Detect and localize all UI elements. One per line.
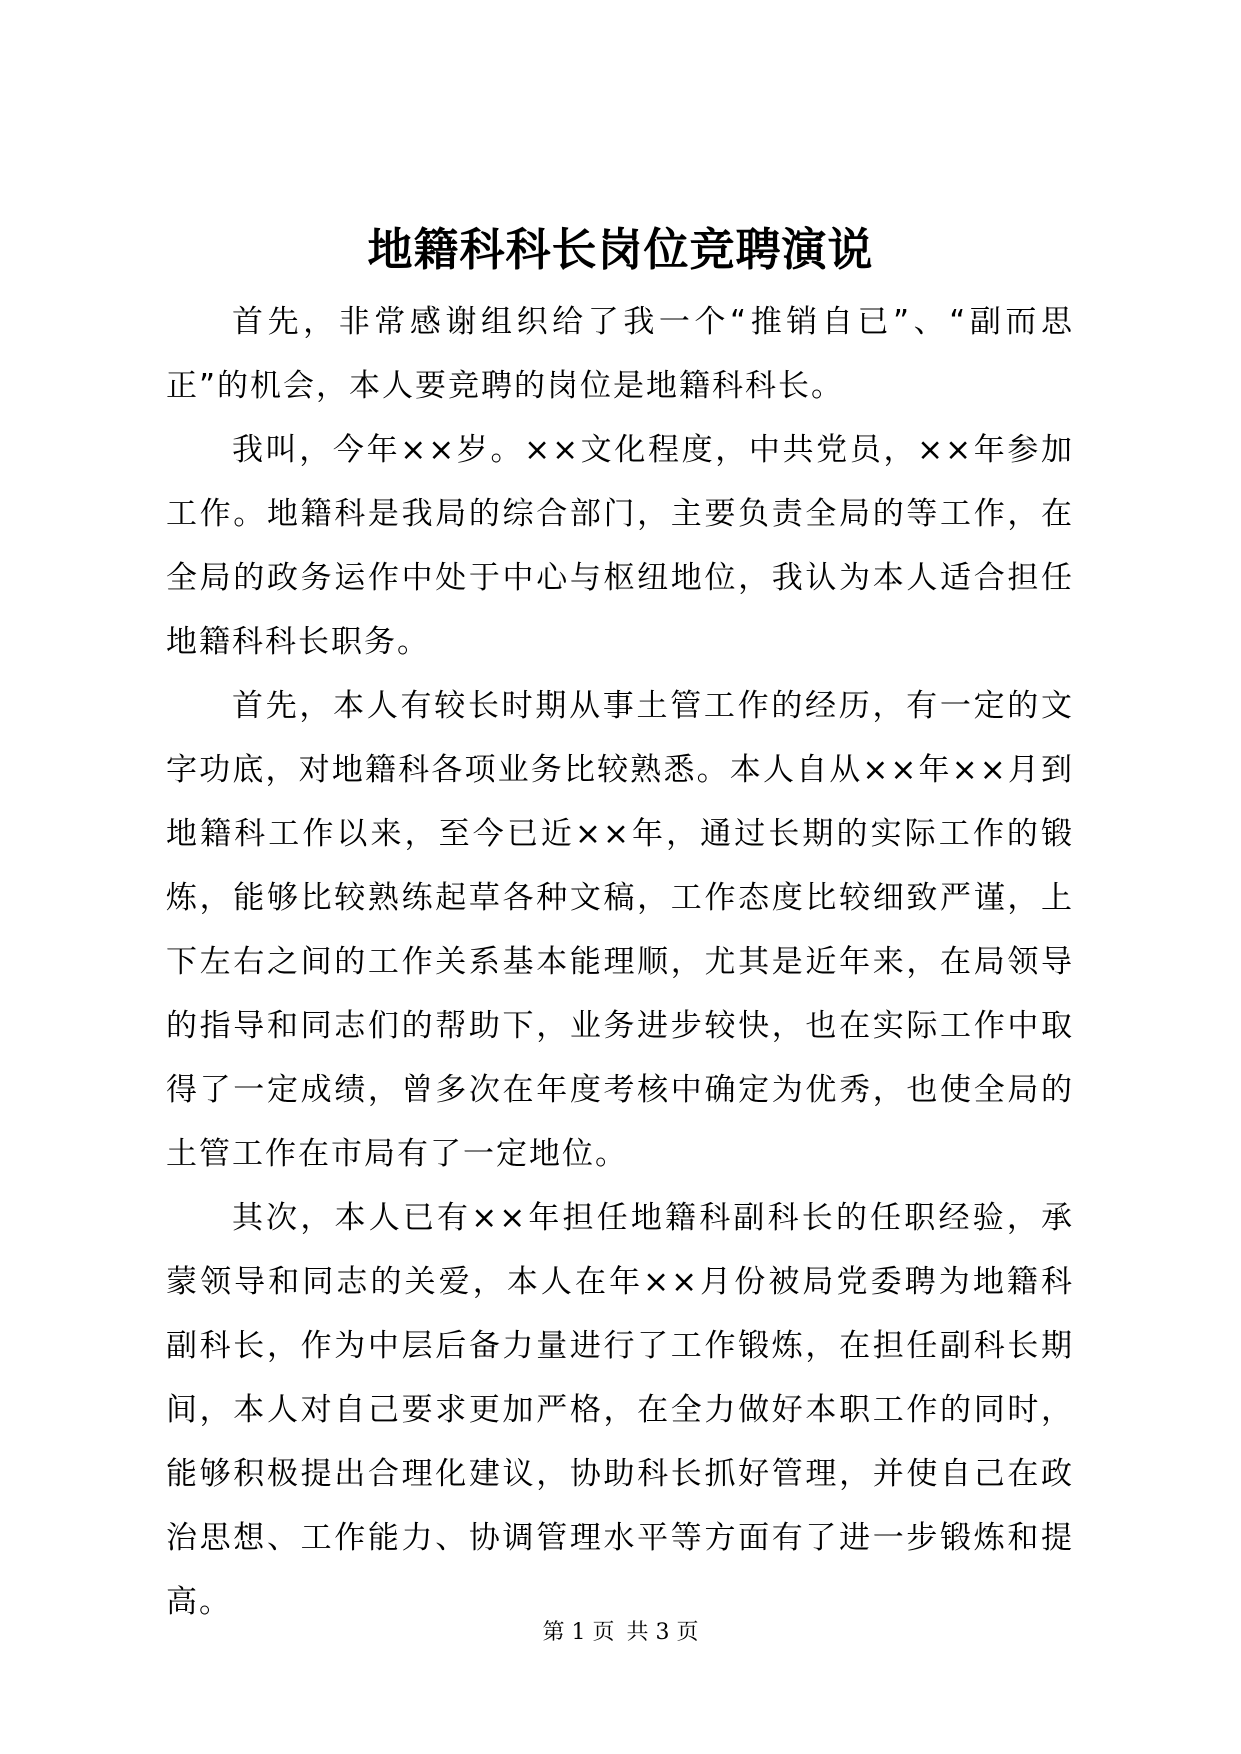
paragraph: 其次，本人已有××年担任地籍科副科长的任职经验，承蒙领导和同志的关爱，本人在年××月份被局党委聘为地籍科副科长，作为中层后备力量进行了工作锻炼，在担任副科长期间，本人对自己要求更加严格，在全力做好本职工作的同时，能够积极提出合理化建议，协助科长抓好管理，并使自己在政治思想、工作能力、协调管理水平等方面有了进一步锻炼和提高。	[166, 1200, 1074, 1620]
document-body	[166, 290, 1074, 1634]
page-total: 共 3 页	[626, 1620, 699, 1645]
page-footer	[0, 1618, 1241, 1648]
paragraph: 首先，非常感谢组织给了我一个“推销自已”、“副而思正”的机会，本人要竞聘的岗位是地籍科科长。	[166, 304, 1074, 404]
page-number: 第 1 页	[542, 1620, 615, 1645]
document-title: 地籍科科长岗位竞聘演说	[367, 223, 874, 276]
paragraph: 首先，本人有较长时期从事土管工作的经历，有一定的文字功底，对地籍科各项业务比较熟悉。本人自从××年××月到地籍科工作以来，至今已近××年，通过长期的实际工作的锻炼，能够比较熟练起草各种文稿，工作态度比较细致严谨，上下左右之间的工作关系基本能理顺，尤其是近年来，在局领导的指导和同志们的帮助下，业务进步较快，也在实际工作中取得了一定成绩，曾多次在年度考核中确定为优秀，也使全局的土管工作在市局有了一定地位。	[166, 688, 1074, 1172]
paragraph: 我叫，今年××岁。××文化程度，中共党员，××年参加工作。地籍科是我局的综合部门，主要负责全局的等工作，在全局的政务运作中处于中心与枢纽地位，我认为本人适合担任地籍科科长职务。	[166, 432, 1074, 660]
